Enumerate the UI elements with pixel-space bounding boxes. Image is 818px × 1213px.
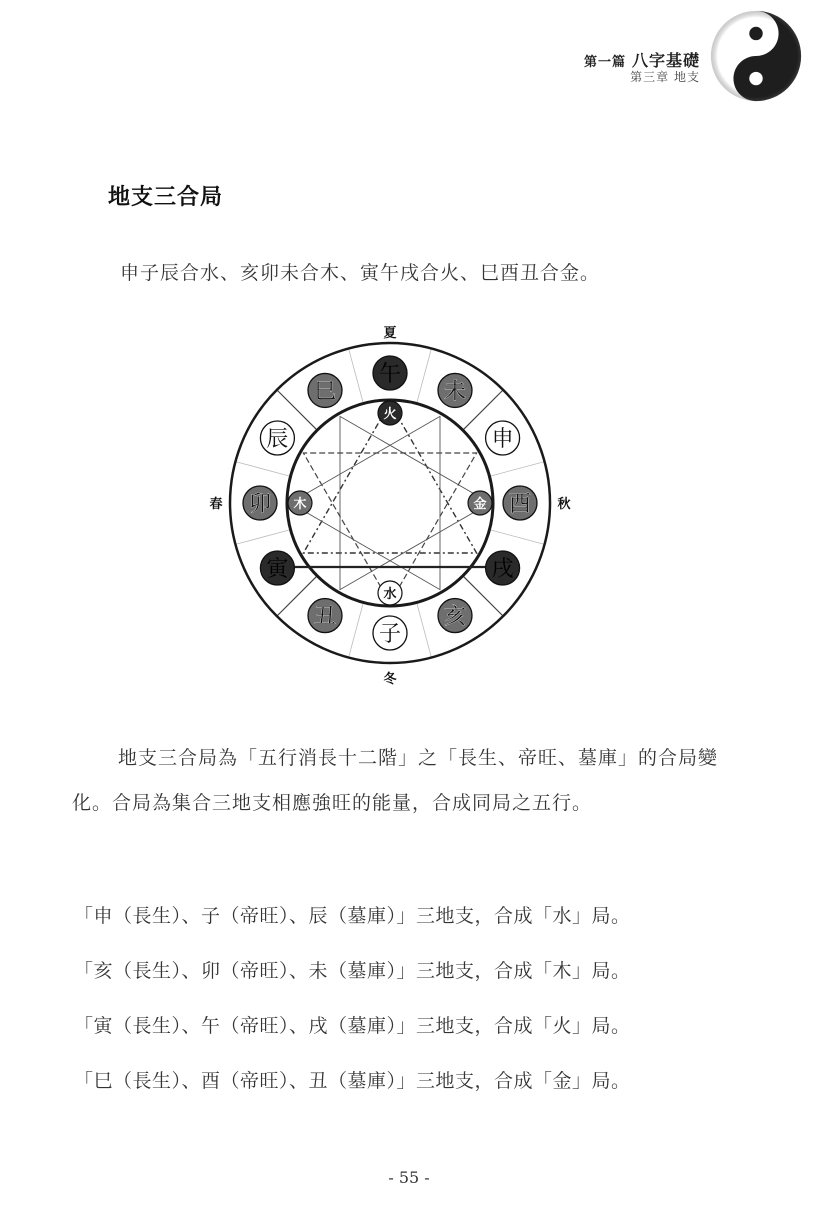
combination-list: [74, 898, 631, 1118]
season-label-bottom: 冬: [383, 672, 397, 685]
combination-item: 「巳（長生）、酉（帝旺）、丑（墓庫）」三地支，合成「金」局。: [74, 1070, 631, 1092]
branch-label: 寅: [266, 557, 289, 582]
branch-label: 戌: [491, 557, 514, 582]
element-nodes: [288, 401, 492, 605]
branch-label: 丑: [313, 604, 337, 630]
branch-label: 申: [491, 427, 514, 452]
branch-label: 亥: [443, 604, 467, 630]
sector-divider: [235, 462, 290, 477]
sector-divider: [349, 602, 364, 657]
sector-divider: [489, 530, 544, 545]
sanhe-wheel-diagram: [205, 325, 595, 685]
element-label: 水: [383, 587, 397, 602]
branch-label: 辰: [266, 427, 289, 452]
paragraph-text: 地支三合局為「五行消長十二階」之「長生、帝旺、墓庫」的合局變化。合局為集合三地支相應強旺的能量，合成同局之五行。: [72, 747, 719, 814]
sector-divider: [235, 530, 290, 545]
wheel-rings: [230, 343, 550, 663]
combination-item: 「亥（長生）、卯（帝旺）、未（墓庫）」三地支，合成「木」局。: [74, 960, 631, 982]
branch-label: 卯: [248, 492, 272, 517]
combination-item: 「寅（長生）、午（帝旺）、戌（墓庫）」三地支，合成「火」局。: [74, 1015, 631, 1037]
branch-label: 午: [378, 362, 402, 387]
branch-label: 巳: [313, 379, 337, 405]
element-label: 火: [383, 407, 397, 422]
yin-yang-icon: [708, 8, 804, 104]
part-label: 第一篇: [583, 55, 626, 70]
section-title: 地支三合局: [108, 185, 224, 210]
part-title: 八字基礎: [631, 51, 700, 70]
season-label-right: 秋: [557, 497, 571, 512]
season-label-top: 夏: [383, 326, 397, 341]
branch-label: 子: [378, 622, 402, 647]
branch-label: 酉: [508, 492, 532, 517]
element-label: 金: [473, 497, 487, 512]
sector-divider: [417, 602, 432, 657]
chapter-heading: 第三章 地支: [630, 70, 700, 84]
season-label-left: 春: [209, 497, 223, 512]
intro-text: 申子辰合水、亥卯未合木、寅午戌合火、巳酉丑合金。: [120, 262, 601, 284]
sector-divider: [417, 348, 432, 403]
page-number: - 55 -: [388, 1168, 430, 1187]
combination-item: 「申（長生）、子（帝旺）、辰（墓庫）」三地支，合成「水」局。: [74, 905, 631, 927]
sector-divider: [349, 348, 364, 403]
inner-ring: [287, 400, 493, 606]
sector-divider: [489, 462, 544, 477]
branch-label: 未: [443, 379, 467, 405]
element-label: 木: [293, 497, 307, 512]
body-paragraph: [72, 736, 752, 826]
